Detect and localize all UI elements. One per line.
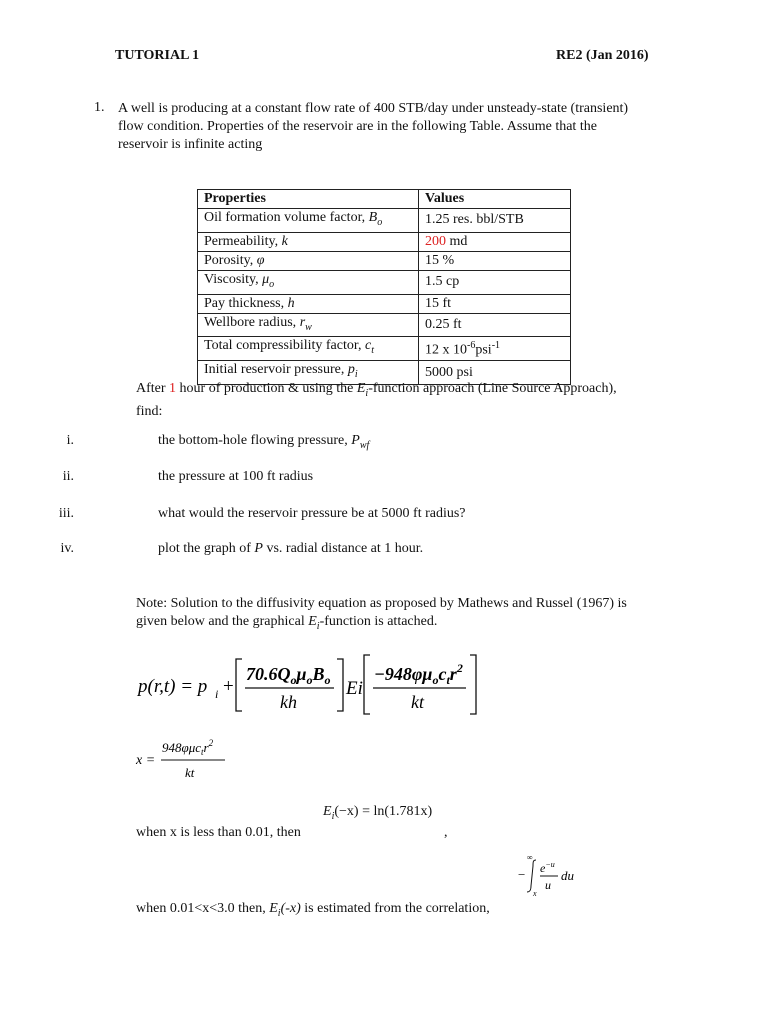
property-label: Initial reservoir pressure,: [204, 362, 348, 378]
property-label: Total compressibility factor,: [204, 338, 365, 354]
note-text: -function is attached.: [319, 614, 438, 629]
property-symbol: h: [287, 295, 295, 311]
table-header-row: [198, 190, 571, 209]
x-equals: x =: [136, 753, 156, 768]
property-symbol: μ: [262, 271, 270, 287]
x-denominator: kt: [185, 765, 195, 780]
question-text: the pressure at 100 ft radius: [158, 469, 314, 484]
integral-minus: −: [518, 867, 526, 882]
value-unit: psi: [475, 343, 492, 359]
value-cell: 0.25 ft: [419, 313, 571, 337]
question-label: i.: [66, 433, 74, 448]
property-symbol: φ: [256, 252, 265, 268]
property-subscript: o: [377, 216, 383, 228]
equation-plus: +: [223, 676, 234, 697]
property-subscript: o: [269, 278, 275, 290]
integrand-numerator: $e^{-u}$: [540, 860, 555, 875]
ei-approximation: [323, 804, 432, 822]
integral-du: du: [561, 868, 574, 883]
ei-subscript: i: [277, 907, 281, 919]
value-cell: 1.25 res. bbl/STB: [419, 209, 571, 233]
header-values: Values: [419, 190, 571, 209]
condition-correlation: [136, 901, 490, 919]
property-label: Wellbore radius,: [204, 314, 300, 330]
left-bracket: [236, 659, 242, 711]
table-row: [198, 270, 571, 294]
question-text: [158, 433, 369, 451]
course-code: RE2 (Jan 2016): [556, 48, 649, 63]
fraction-1-denominator: kh: [280, 692, 297, 712]
property-symbol: r: [299, 314, 306, 330]
property-subscript: w: [305, 321, 312, 333]
table-row: [198, 294, 571, 313]
problem-line-2: flow condition. Properties of the reservoir are in the following Table. Assume that the: [118, 119, 597, 134]
condition-text: is estimated from the correlation,: [300, 901, 490, 916]
problem-line-1: A well is producing at a constant flow rate of 400 STB/day under unsteady-state (transient): [118, 101, 629, 116]
property-subscript: t: [371, 345, 374, 357]
question-symbol: P: [351, 433, 360, 448]
condition-comma: ,: [444, 825, 448, 840]
highlighted-hour: 1: [169, 381, 177, 396]
table-row: [198, 209, 571, 233]
integral-sign: [527, 860, 536, 892]
property-label: Permeability,: [204, 233, 282, 249]
property-label: Porosity,: [204, 252, 257, 268]
header-properties: Properties: [198, 190, 419, 209]
ei-subscript: i: [365, 387, 369, 399]
ei-subscript: i: [316, 620, 320, 632]
table-row: [198, 251, 571, 270]
question-label: iii.: [58, 506, 74, 521]
property-subscript: i: [354, 368, 358, 380]
question-subscript: wf: [359, 439, 370, 451]
fraction-2-denominator: kt: [411, 692, 424, 712]
property-cell: [198, 270, 419, 294]
ei-argument: (-x): [280, 901, 301, 916]
equation-lhs: p(r,t) = p: [138, 676, 208, 697]
value-cell: 1.5 cp: [419, 270, 571, 294]
unit-exponent: -1: [491, 340, 501, 352]
right-bracket: [470, 655, 476, 714]
note-paragraph: [136, 595, 696, 636]
question-symbol: P: [254, 541, 263, 556]
value-cell: [419, 337, 571, 361]
highlighted-value: 200: [425, 233, 446, 249]
question-body: the bottom-hole flowing pressure,: [158, 433, 352, 448]
property-cell: [198, 313, 419, 337]
right-bracket: [337, 659, 343, 711]
table-row: [198, 232, 571, 251]
equation-lhs-subscript: i: [215, 687, 219, 701]
fraction-1-numerator: $70.6Q_o\mu_oB_o$: [246, 664, 331, 687]
instruction-line-2: find:: [136, 403, 163, 419]
value-mantissa: 12 x 10: [425, 343, 467, 359]
ei-approx-subscript: i: [331, 810, 335, 822]
instruction-text: After: [136, 381, 170, 396]
instruction-line-1: [136, 380, 676, 403]
left-bracket: [364, 655, 370, 714]
property-symbol: p: [347, 362, 355, 378]
problem-number: 1.: [94, 100, 105, 115]
x-definition-equation: [132, 735, 242, 785]
problem-line-3: reservoir is infinite acting: [118, 137, 263, 152]
property-label: Viscosity,: [204, 271, 263, 287]
question-body: plot the graph of: [158, 541, 255, 556]
condition-small-x: when x is less than 0.01, then: [136, 825, 301, 840]
integrand-denominator: u: [545, 878, 551, 892]
diffusivity-solution-equation: [130, 650, 490, 720]
property-symbol: c: [364, 338, 372, 354]
condition-text: when 0.01<x<3.0 then,: [136, 901, 270, 916]
instruction-paragraph: [136, 380, 676, 421]
question-text: what would the reservoir pressure be at 5000 ft radius?: [158, 506, 466, 521]
ei-approx-expression: (−x) = ln(1.781x): [334, 804, 433, 819]
property-cell: [198, 294, 419, 313]
table-row: [198, 313, 571, 337]
value-cell: [419, 232, 571, 251]
ei-symbol: E: [356, 381, 366, 396]
note-line-2: [136, 613, 696, 636]
properties-table: [197, 189, 571, 385]
tutorial-title: TUTORIAL 1: [115, 48, 200, 63]
question-label: ii.: [62, 469, 74, 484]
note-text: given below and the graphical: [136, 614, 309, 629]
property-symbol: k: [281, 233, 288, 249]
value-cell: 15 %: [419, 251, 571, 270]
problem-statement: [118, 100, 678, 154]
value-cell: 15 ft: [419, 294, 571, 313]
property-symbol: B: [368, 210, 378, 225]
ei-symbol: E: [269, 901, 278, 916]
property-label: Oil formation volume factor,: [204, 210, 369, 225]
value-cell: 5000 psi: [419, 361, 571, 385]
integral-upper-limit: ∞: [527, 853, 533, 862]
question-text: [158, 541, 423, 557]
property-cell: [198, 337, 419, 361]
instruction-text: hour of production & using the: [176, 381, 357, 396]
value-unit: md: [446, 233, 468, 249]
question-body: vs. radial distance at 1 hour.: [262, 541, 424, 556]
value-exponent: -6: [467, 340, 476, 352]
property-cell: [198, 209, 419, 233]
property-cell: [198, 232, 419, 251]
ei-approx-symbol: E: [323, 804, 332, 819]
property-label: Pay thickness,: [204, 295, 288, 311]
instruction-text: -function approach (Line Source Approach),: [368, 381, 617, 396]
integral-lower-limit: x: [533, 889, 537, 898]
note-line-1: Note: Solution to the diffusivity equation as proposed by Mathews and Russel (1967) is: [136, 596, 627, 611]
table-row: [198, 337, 571, 361]
ei-integral-definition: [514, 852, 594, 898]
property-cell: [198, 251, 419, 270]
ei-function: Ei: [346, 678, 363, 699]
ei-symbol: E: [308, 614, 317, 629]
fraction-2-numerator: $-948\varphi\mu_oc_tr^2$: [374, 661, 463, 687]
question-label: iv.: [60, 541, 74, 556]
x-numerator: $948\varphi\mu c_tr^2$: [162, 738, 214, 757]
